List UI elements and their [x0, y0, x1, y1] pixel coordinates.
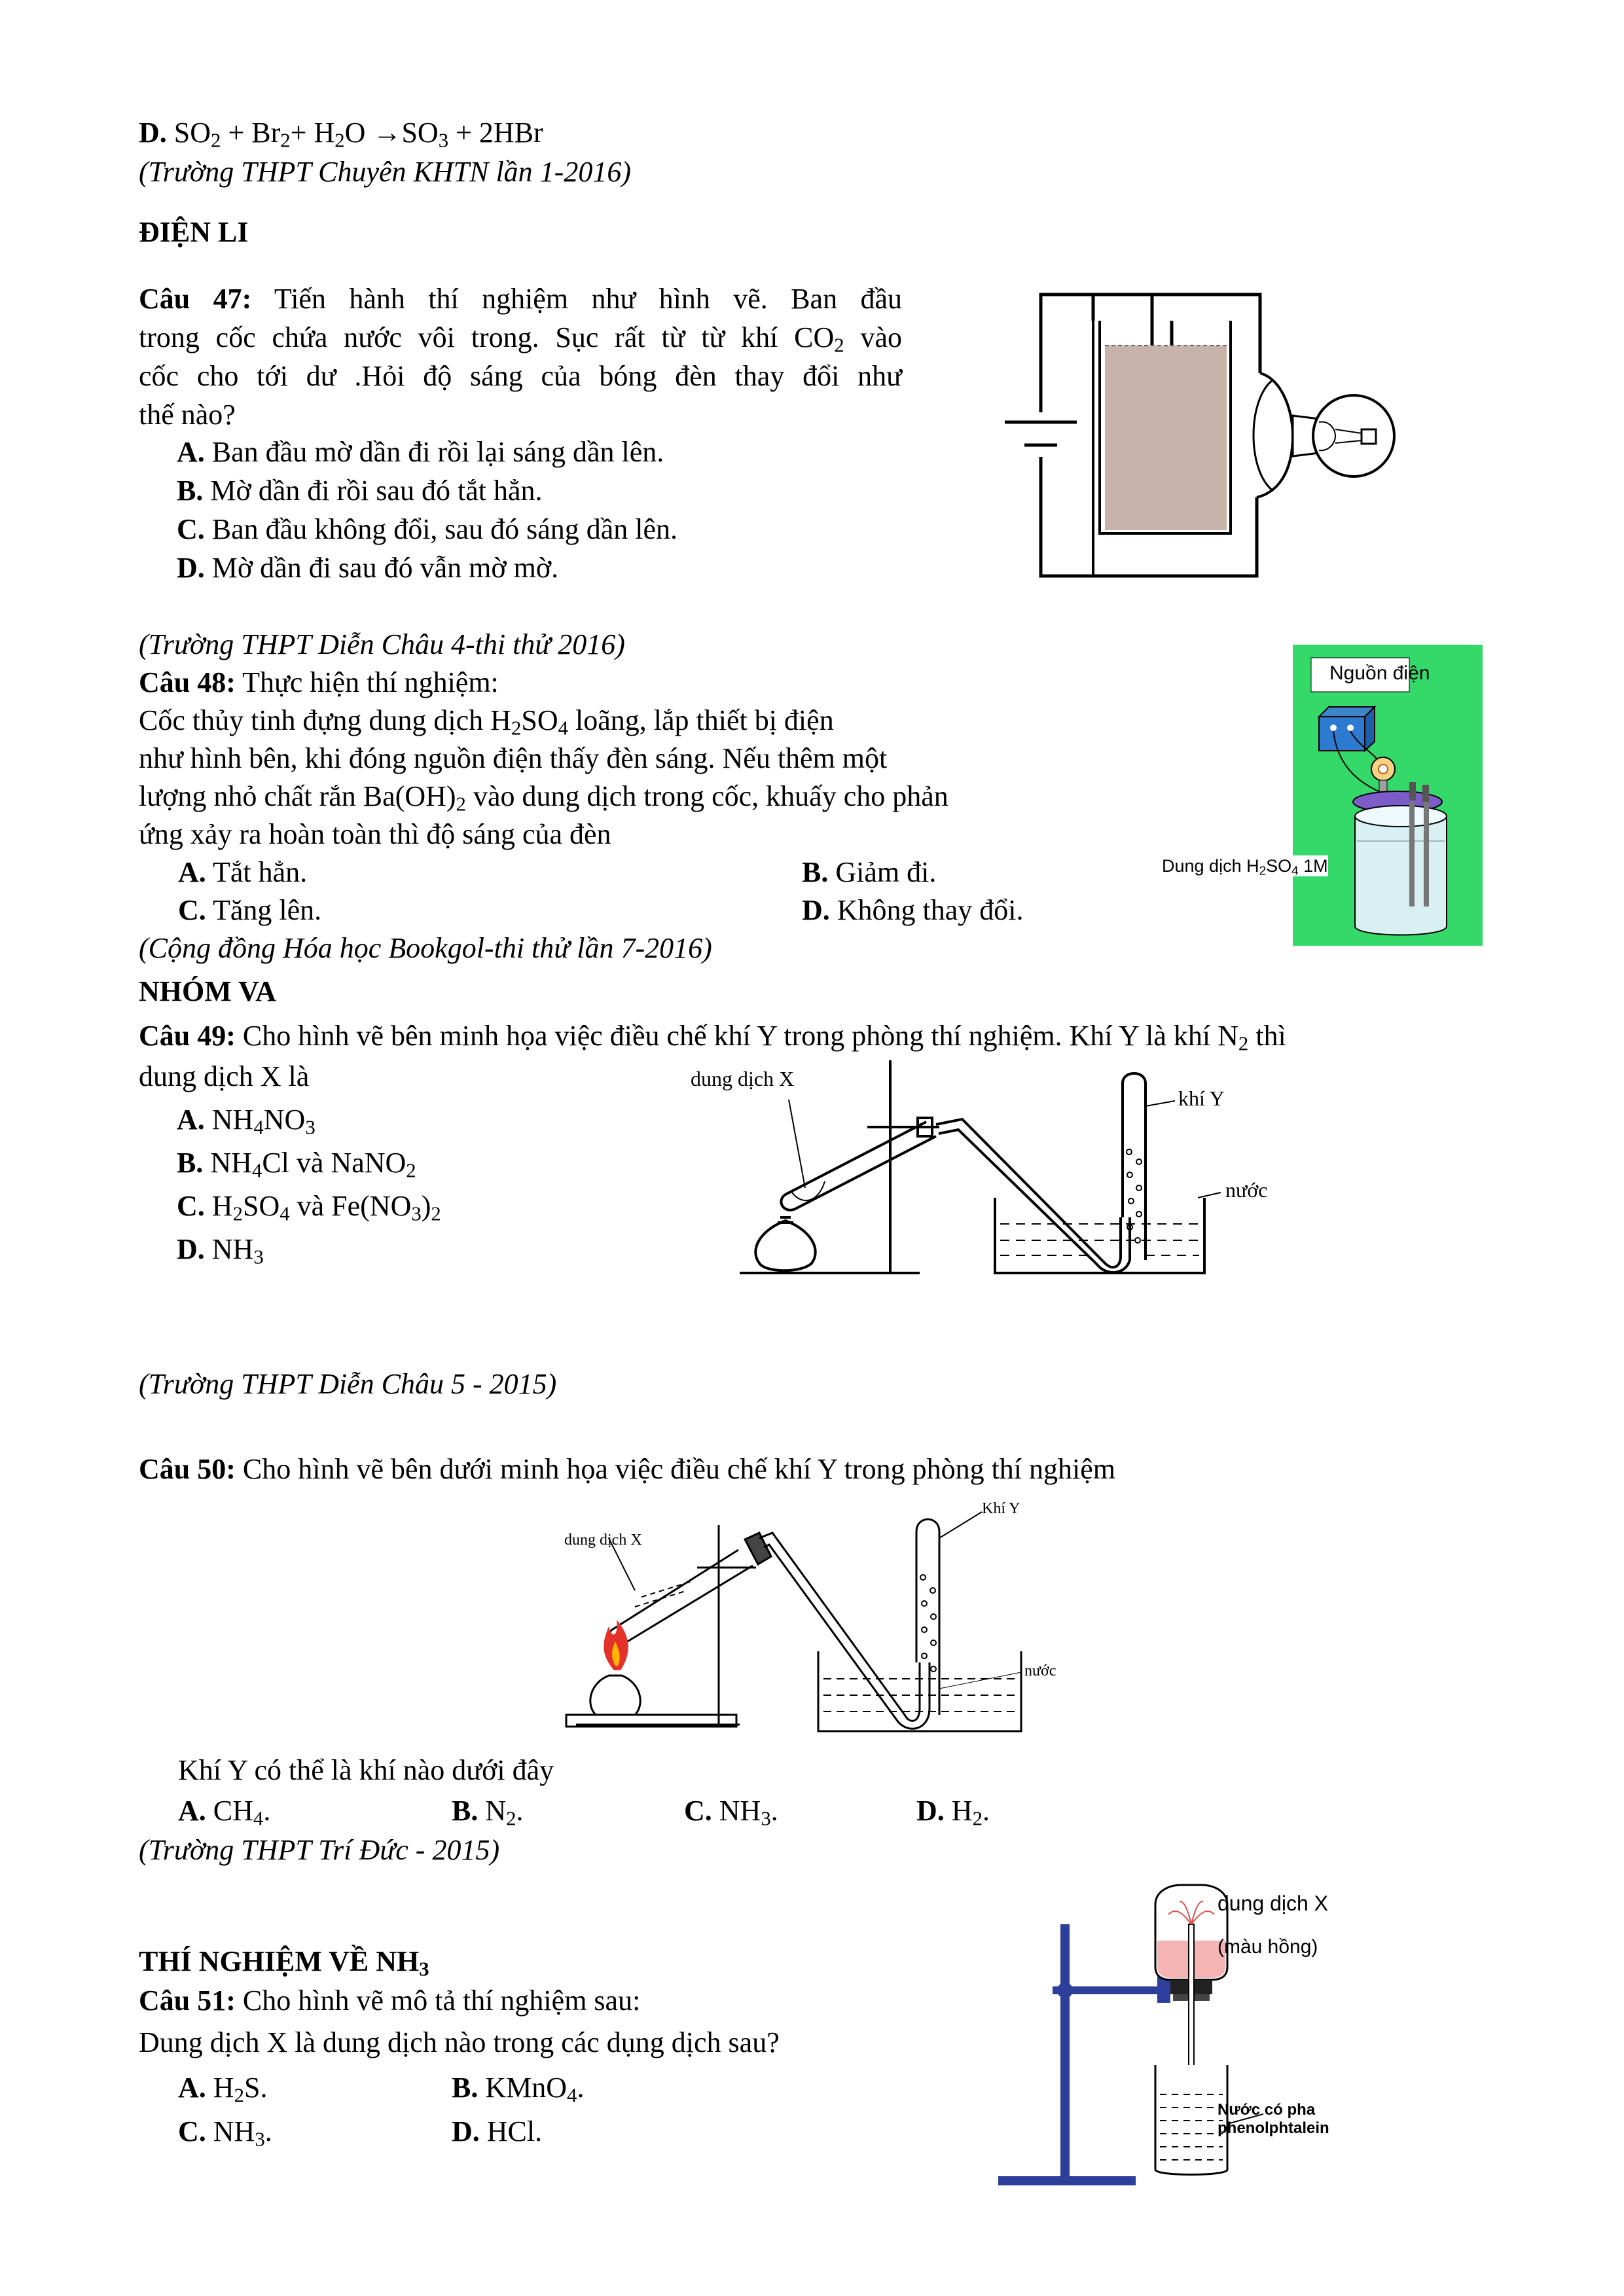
q47-option-c: C. Ban đầu không đổi, sau đó sáng dần lên.	[177, 513, 677, 545]
q50-apparatus-figure	[563, 1499, 1087, 1748]
q48-source: (Cộng đồng Hóa học Bookgol-thi thử lần 7-2016)	[139, 932, 712, 964]
section-heading-dien-li: ĐIỆN LI	[139, 216, 249, 248]
q49-option-b: B. $NH_4Cl$ và NaNO$_2$	[177, 1147, 416, 1182]
q51-option-c: C. $NH_3$.	[178, 2115, 272, 2151]
source-prev: (Trường THPT Chuyên KHTN lần 1-2016)	[139, 156, 631, 188]
q50-prompt: Khí Y có thể là khí nào dưới đây	[178, 1754, 554, 1786]
q51-option-b: B. KMnO$_4$.	[452, 2072, 585, 2107]
q48-line-1: Câu 48: Thực hiện thí nghiệm:	[139, 666, 499, 698]
q49-option-c: C. $H_2SO_4$ và $Fe(NO_3)_2$	[177, 1190, 441, 1225]
q49-label-water: nước	[1225, 1178, 1268, 1202]
q51-fountain-figure	[995, 1878, 1453, 2193]
q47-source: (Trường THPT Diễn Châu 4-thi thử 2016)	[139, 628, 625, 660]
q51-option-d: D. HCl.	[452, 2115, 543, 2147]
q50-line-1: Câu 50: Cho hình vẽ bên dưới minh họa việc điều chế khí Y trong phòng thí nghiệm	[139, 1453, 1115, 1485]
prev-option-d: D. $SO_2 + Br_2+ H_2O \to SO_3 + 2HBr$	[139, 117, 543, 152]
q50-option-d: D. $H_2$.	[916, 1795, 990, 1830]
q47-line-2: trong cốc chứa nước vôi trong. Sục rất từ từ khí $CO_2$ vào	[139, 321, 902, 357]
q49-label-solution-x: dung dịch X	[691, 1067, 795, 1090]
q47-circuit-figure	[995, 281, 1414, 589]
q50-label-water: nước	[1024, 1662, 1056, 1679]
q50-option-c: C. $NH_3$.	[684, 1795, 778, 1830]
q48-line-5: ứng xảy ra hoàn toàn thì độ sáng của đèn	[139, 818, 611, 850]
power-source-label: Nguồn điện	[1329, 662, 1430, 684]
q48-line-3: như hình bên, khi đóng nguồn điện thấy đèn sáng. Nếu thêm một	[139, 742, 888, 774]
q51-label-water-2: phenolphtalein	[1218, 2119, 1329, 2137]
q48-option-b: B. Giảm đi.	[802, 856, 937, 888]
q51-label-water-1: Nước có pha	[1218, 2101, 1316, 2119]
arrow-icon: →	[372, 117, 402, 149]
q48-option-c: C. Tăng lên.	[178, 894, 322, 926]
solution-label: Dung dịch $H_2SO_4$ 1M	[1162, 856, 1328, 878]
q51-label-pink: (màu hồng)	[1218, 1936, 1318, 1958]
q49-line-2: dung dịch X là	[139, 1060, 310, 1092]
q51-line-2: Dung dịch X là dung dịch nào trong các dụng dịch sau?	[139, 2026, 780, 2058]
q50-source: (Trường THPT Trí Đức - 2015)	[139, 1834, 500, 1866]
section-heading-nh3: THÍ NGHIỆM VỀ $NH_3$	[139, 1945, 429, 1981]
q49-line-1: Câu 49: Cho hình vẽ bên minh họa việc điều chế khí Y trong phòng thí nghiệm. Khí Y là khí $N_2$ thì	[139, 1020, 1286, 1055]
q49-apparatus-figure	[687, 1054, 1375, 1289]
q50-label-solution-x: dung dịch X	[564, 1532, 642, 1549]
q49-option-a: A. $NH_4NO_3$	[177, 1103, 316, 1139]
q48-line-4: lượng nhỏ chất rắn $Ba(OH)_2$ vào dung dịch trong cốc, khuấy cho phản	[139, 780, 948, 816]
q47-option-a: A. Ban đầu mờ dần đi rồi lại sáng dần lên.	[177, 436, 664, 468]
q51-label-solution-x: dung dịch X	[1218, 1892, 1329, 1915]
q49-source: (Trường THPT Diễn Châu 5 - 2015)	[139, 1368, 557, 1400]
q47-line-1: Câu 47: Tiến hành thí nghiệm như hình vẽ. Ban đầu	[139, 283, 902, 315]
q49-label-gas-y: khí Y	[1178, 1086, 1225, 1110]
q48-option-a: A. Tắt hẳn.	[178, 856, 308, 888]
q47-line-4: thế nào?	[139, 399, 236, 431]
q47-option-d: D. Mờ dần đi sau đó vẫn mờ mờ.	[177, 552, 559, 584]
q48-option-d: D. Không thay đổi.	[802, 894, 1024, 926]
section-heading-nhom-va: NHÓM VA	[139, 975, 276, 1007]
q50-option-a: A. $CH_4$.	[178, 1795, 271, 1830]
q48-apparatus-figure	[1162, 645, 1483, 946]
q48-line-2: Cốc thủy tinh đựng dung dịch $H_2SO_4$ loãng, lắp thiết bị điện	[139, 704, 834, 740]
q51-option-a: A. $H_2S$.	[178, 2072, 268, 2107]
q49-option-d: D. $NH_3$	[177, 1233, 264, 1268]
q47-line-3: cốc cho tới dư .Hỏi độ sáng của bóng đèn thay đổi như	[139, 360, 902, 392]
q50-option-b: B. $N_2$.	[452, 1795, 524, 1830]
q51-line-1: Câu 51: Cho hình vẽ mô tả thí nghiệm sau:	[139, 1984, 641, 2017]
q47-option-b: B. Mờ dần đi rồi sau đó tắt hẳn.	[177, 475, 543, 507]
q50-label-gas-y: Khí Y	[982, 1500, 1020, 1517]
